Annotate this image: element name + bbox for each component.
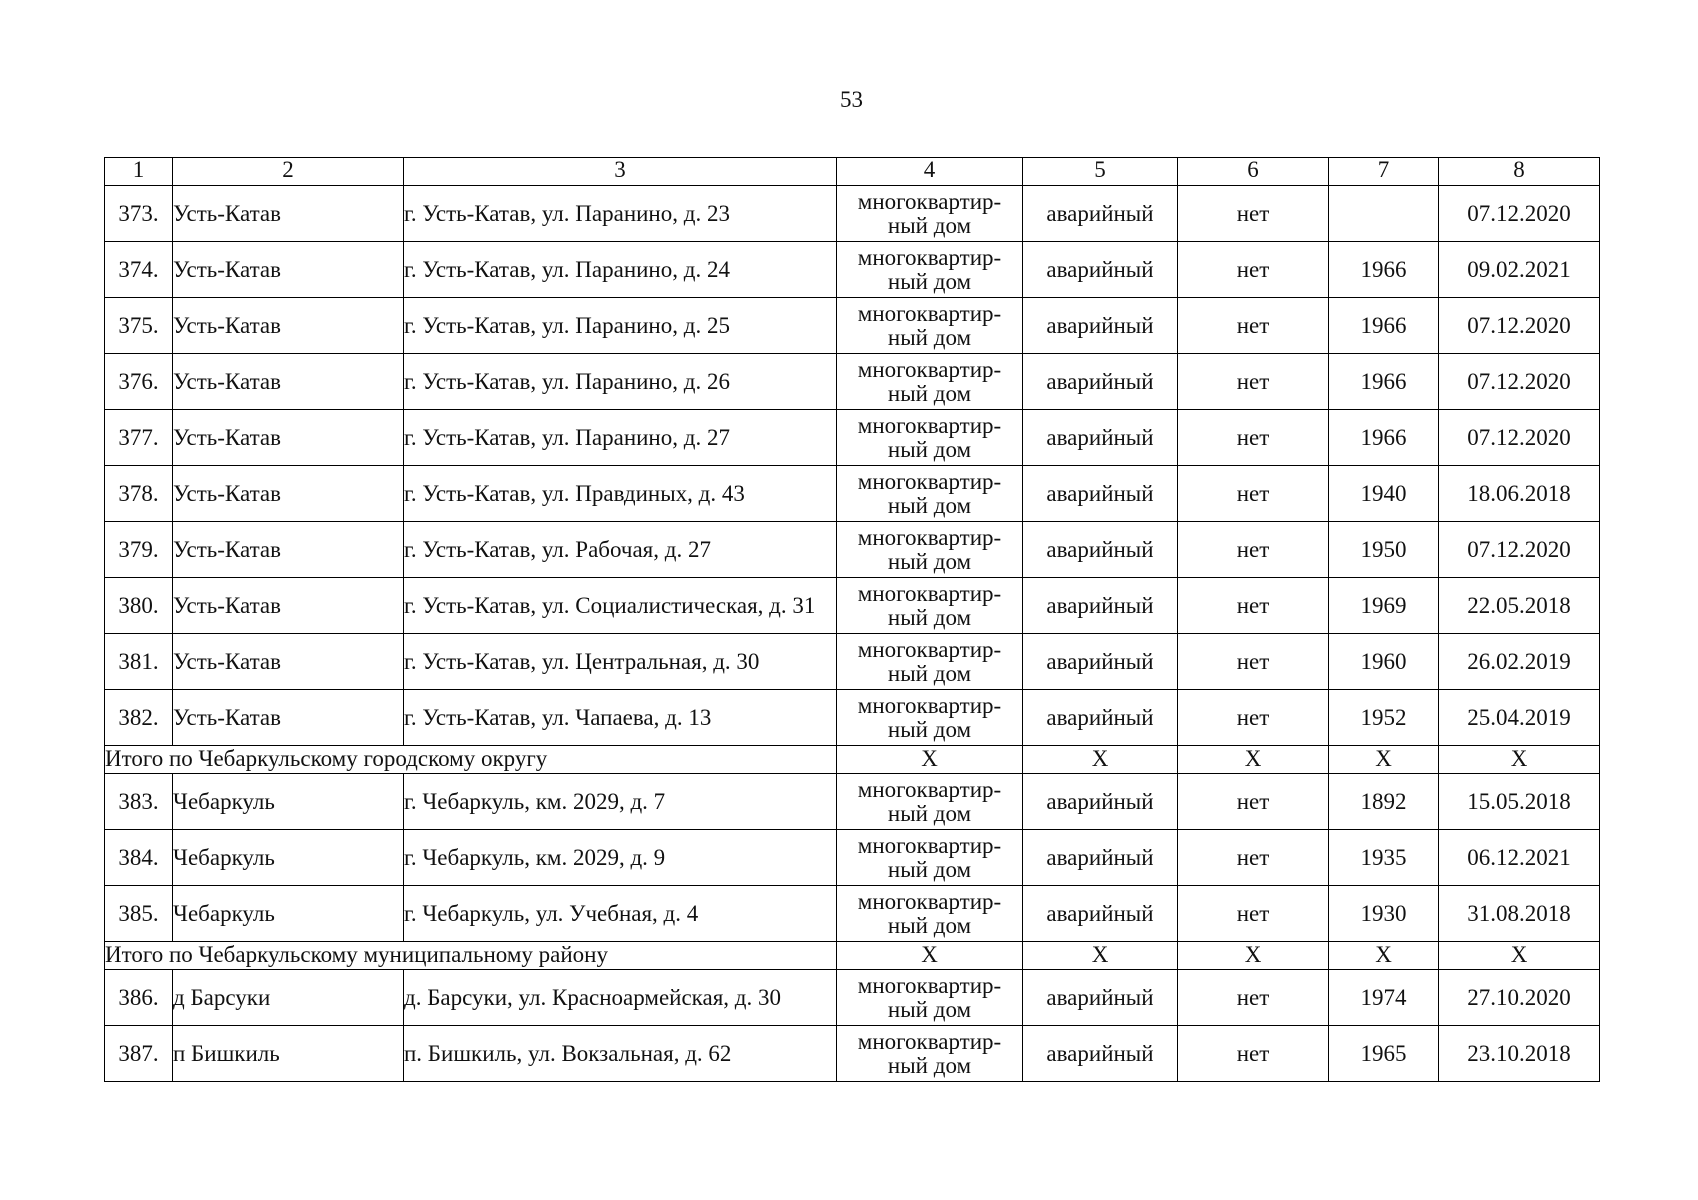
cell-col6: нет <box>1178 466 1329 522</box>
column-header-5: 5 <box>1023 158 1178 186</box>
cell-building-type: многоквартир- ный дом <box>837 522 1023 578</box>
cell-condition: аварийный <box>1023 1026 1178 1082</box>
cell-condition: аварийный <box>1023 186 1178 242</box>
cell-number: 379. <box>105 522 173 578</box>
cell-year: 1940 <box>1329 466 1439 522</box>
cell-building-type: многоквартир- ный дом <box>837 578 1023 634</box>
column-header-4: 4 <box>837 158 1023 186</box>
table-row <box>105 690 1600 746</box>
cell-col6: нет <box>1178 298 1329 354</box>
cell-condition: аварийный <box>1023 466 1178 522</box>
column-header-1: 1 <box>105 158 173 186</box>
cell-year: 1930 <box>1329 886 1439 942</box>
cell-date: 23.10.2018 <box>1439 1026 1600 1082</box>
table-row <box>105 774 1600 830</box>
cell-settlement: Чебаркуль <box>173 886 404 942</box>
subtotal-mark: X <box>1329 746 1439 774</box>
cell-number: 384. <box>105 830 173 886</box>
table-row <box>105 298 1600 354</box>
cell-settlement: Усть-Катав <box>173 410 404 466</box>
cell-year: 1974 <box>1329 970 1439 1026</box>
column-header-3: 3 <box>404 158 837 186</box>
cell-settlement: п Бишкиль <box>173 1026 404 1082</box>
subtotal-row <box>105 746 1600 774</box>
cell-col6: нет <box>1178 774 1329 830</box>
cell-date: 09.02.2021 <box>1439 242 1600 298</box>
cell-year: 1965 <box>1329 1026 1439 1082</box>
column-header-7: 7 <box>1329 158 1439 186</box>
cell-building-type: многоквартир- ный дом <box>837 354 1023 410</box>
cell-condition: аварийный <box>1023 298 1178 354</box>
table-row <box>105 886 1600 942</box>
cell-date: 15.05.2018 <box>1439 774 1600 830</box>
cell-address: г. Усть-Катав, ул. Центральная, д. 30 <box>404 634 837 690</box>
column-header-2: 2 <box>173 158 404 186</box>
cell-col6: нет <box>1178 522 1329 578</box>
cell-settlement: Усть-Катав <box>173 578 404 634</box>
cell-condition: аварийный <box>1023 410 1178 466</box>
cell-address: г. Усть-Катав, ул. Рабочая, д. 27 <box>404 522 837 578</box>
cell-date: 07.12.2020 <box>1439 354 1600 410</box>
cell-building-type: многоквартир- ный дом <box>837 774 1023 830</box>
table-row <box>105 242 1600 298</box>
cell-date: 27.10.2020 <box>1439 970 1600 1026</box>
cell-settlement: Усть-Катав <box>173 634 404 690</box>
cell-date: 18.06.2018 <box>1439 466 1600 522</box>
cell-building-type: многоквартир- ный дом <box>837 970 1023 1026</box>
housing-register-table <box>104 157 1600 1082</box>
cell-condition: аварийный <box>1023 830 1178 886</box>
cell-settlement: Усть-Катав <box>173 522 404 578</box>
cell-year: 1966 <box>1329 354 1439 410</box>
cell-col6: нет <box>1178 354 1329 410</box>
cell-address: г. Усть-Катав, ул. Паранино, д. 27 <box>404 410 837 466</box>
cell-number: 374. <box>105 242 173 298</box>
cell-building-type: многоквартир- ный дом <box>837 886 1023 942</box>
table-row <box>105 410 1600 466</box>
column-header-6: 6 <box>1178 158 1329 186</box>
table-row <box>105 970 1600 1026</box>
cell-condition: аварийный <box>1023 522 1178 578</box>
cell-number: 385. <box>105 886 173 942</box>
cell-address: п. Бишкиль, ул. Вокзальная, д. 62 <box>404 1026 837 1082</box>
subtotal-mark: X <box>1178 746 1329 774</box>
cell-date: 06.12.2021 <box>1439 830 1600 886</box>
cell-col6: нет <box>1178 578 1329 634</box>
cell-address: г. Чебаркуль, ул. Учебная, д. 4 <box>404 886 837 942</box>
cell-col6: нет <box>1178 410 1329 466</box>
cell-year: 1935 <box>1329 830 1439 886</box>
column-number-header-row <box>105 158 1600 186</box>
cell-condition: аварийный <box>1023 774 1178 830</box>
cell-date: 07.12.2020 <box>1439 522 1600 578</box>
subtotal-row <box>105 942 1600 970</box>
cell-building-type: многоквартир- ный дом <box>837 1026 1023 1082</box>
cell-year: 1950 <box>1329 522 1439 578</box>
cell-condition: аварийный <box>1023 242 1178 298</box>
table-row <box>105 466 1600 522</box>
subtotal-mark: X <box>1023 942 1178 970</box>
cell-col6: нет <box>1178 830 1329 886</box>
cell-col6: нет <box>1178 242 1329 298</box>
cell-col6: нет <box>1178 634 1329 690</box>
cell-year: 1952 <box>1329 690 1439 746</box>
cell-year: 1960 <box>1329 634 1439 690</box>
subtotal-label: Итого по Чебаркульскому городскому округу <box>105 746 837 774</box>
table-row <box>105 1026 1600 1082</box>
cell-date: 07.12.2020 <box>1439 298 1600 354</box>
cell-condition: аварийный <box>1023 690 1178 746</box>
cell-year: 1966 <box>1329 410 1439 466</box>
cell-address: д. Барсуки, ул. Красноармейская, д. 30 <box>404 970 837 1026</box>
subtotal-mark: X <box>1439 942 1600 970</box>
cell-settlement: Усть-Катав <box>173 298 404 354</box>
subtotal-mark: X <box>837 746 1023 774</box>
cell-settlement: Усть-Катав <box>173 690 404 746</box>
cell-building-type: многоквартир- ный дом <box>837 634 1023 690</box>
cell-address: г. Чебаркуль, км. 2029, д. 7 <box>404 774 837 830</box>
cell-address: г. Усть-Катав, ул. Паранино, д. 26 <box>404 354 837 410</box>
cell-address: г. Усть-Катав, ул. Правдиных, д. 43 <box>404 466 837 522</box>
cell-building-type: многоквартир- ный дом <box>837 690 1023 746</box>
cell-number: 387. <box>105 1026 173 1082</box>
cell-settlement: Чебаркуль <box>173 774 404 830</box>
cell-building-type: многоквартир- ный дом <box>837 186 1023 242</box>
cell-number: 380. <box>105 578 173 634</box>
subtotal-label: Итого по Чебаркульскому муниципальному району <box>105 942 837 970</box>
cell-settlement: Усть-Катав <box>173 186 404 242</box>
cell-date: 26.02.2019 <box>1439 634 1600 690</box>
table-row <box>105 578 1600 634</box>
cell-number: 382. <box>105 690 173 746</box>
cell-settlement: Усть-Катав <box>173 354 404 410</box>
cell-address: г. Чебаркуль, км. 2029, д. 9 <box>404 830 837 886</box>
table-row <box>105 522 1600 578</box>
cell-settlement: Усть-Катав <box>173 466 404 522</box>
subtotal-mark: X <box>1178 942 1329 970</box>
cell-number: 373. <box>105 186 173 242</box>
cell-settlement: Чебаркуль <box>173 830 404 886</box>
cell-address: г. Усть-Катав, ул. Паранино, д. 24 <box>404 242 837 298</box>
cell-building-type: многоквартир- ный дом <box>837 466 1023 522</box>
subtotal-mark: X <box>1329 942 1439 970</box>
cell-building-type: многоквартир- ный дом <box>837 410 1023 466</box>
cell-col6: нет <box>1178 186 1329 242</box>
cell-date: 07.12.2020 <box>1439 186 1600 242</box>
cell-address: г. Усть-Катав, ул. Паранино, д. 25 <box>404 298 837 354</box>
cell-settlement: д Барсуки <box>173 970 404 1026</box>
table-row <box>105 634 1600 690</box>
cell-number: 386. <box>105 970 173 1026</box>
cell-year <box>1329 186 1439 242</box>
cell-date: 07.12.2020 <box>1439 410 1600 466</box>
cell-number: 378. <box>105 466 173 522</box>
cell-condition: аварийный <box>1023 354 1178 410</box>
cell-condition: аварийный <box>1023 886 1178 942</box>
cell-number: 377. <box>105 410 173 466</box>
cell-building-type: многоквартир- ный дом <box>837 242 1023 298</box>
cell-building-type: многоквартир- ный дом <box>837 830 1023 886</box>
cell-number: 376. <box>105 354 173 410</box>
cell-condition: аварийный <box>1023 578 1178 634</box>
cell-number: 383. <box>105 774 173 830</box>
cell-condition: аварийный <box>1023 970 1178 1026</box>
cell-year: 1892 <box>1329 774 1439 830</box>
cell-address: г. Усть-Катав, ул. Чапаева, д. 13 <box>404 690 837 746</box>
cell-col6: нет <box>1178 886 1329 942</box>
subtotal-mark: X <box>1439 746 1600 774</box>
cell-building-type: многоквартир- ный дом <box>837 298 1023 354</box>
cell-year: 1966 <box>1329 298 1439 354</box>
cell-col6: нет <box>1178 970 1329 1026</box>
cell-condition: аварийный <box>1023 634 1178 690</box>
cell-address: г. Усть-Катав, ул. Паранино, д. 23 <box>404 186 837 242</box>
cell-year: 1966 <box>1329 242 1439 298</box>
cell-date: 22.05.2018 <box>1439 578 1600 634</box>
cell-date: 31.08.2018 <box>1439 886 1600 942</box>
cell-settlement: Усть-Катав <box>173 242 404 298</box>
table-row <box>105 830 1600 886</box>
table-row <box>105 354 1600 410</box>
cell-number: 375. <box>105 298 173 354</box>
cell-col6: нет <box>1178 690 1329 746</box>
cell-number: 381. <box>105 634 173 690</box>
cell-year: 1969 <box>1329 578 1439 634</box>
subtotal-mark: X <box>837 942 1023 970</box>
cell-date: 25.04.2019 <box>1439 690 1600 746</box>
column-header-8: 8 <box>1439 158 1600 186</box>
table-row <box>105 186 1600 242</box>
page-number: 53 <box>840 87 863 112</box>
subtotal-mark: X <box>1023 746 1178 774</box>
cell-address: г. Усть-Катав, ул. Социалистическая, д. 31 <box>404 578 837 634</box>
cell-col6: нет <box>1178 1026 1329 1082</box>
